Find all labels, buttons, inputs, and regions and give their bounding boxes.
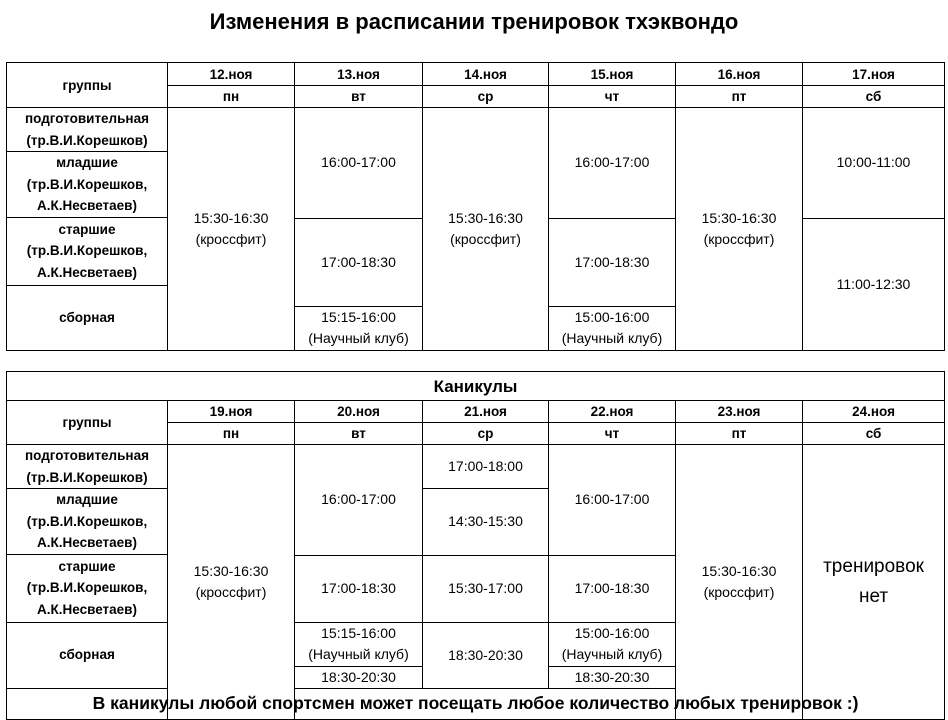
date-header: 19.ноя <box>168 401 295 423</box>
holidays-caption: Каникулы <box>7 372 945 401</box>
session-note: (Научный клуб) <box>561 646 663 662</box>
group-coach: А.К.Несветаев) <box>37 198 137 213</box>
date-header: 13.ноя <box>295 63 423 86</box>
wed-session-c: 15:30-17:00 <box>423 555 549 622</box>
session-note: (Научный клуб) <box>561 330 663 346</box>
date-header: 24.ноя <box>803 401 945 423</box>
group-coach: А.К.Несветаев) <box>37 601 137 617</box>
group-name: сборная <box>59 647 115 663</box>
session-note: (кроссфит) <box>703 230 775 247</box>
group-coach: (тр.В.И.Корешков, <box>26 513 148 529</box>
day-header: чт <box>549 86 676 108</box>
schedule-table-week2 <box>6 371 945 720</box>
thu-session-c <box>549 622 676 666</box>
date-header: 12.ноя <box>168 63 295 86</box>
footer-note: В каникулы любой спортсмен может посещать любое количество любых тренировок :) <box>7 688 945 719</box>
group-name: сборная <box>59 309 115 325</box>
session-time: 15:15-16:00 <box>321 625 396 641</box>
date-header: 20.ноя <box>295 401 423 423</box>
date-header: 14.ноя <box>423 63 549 86</box>
page-title: Изменения в расписании тренировок тхэквондо <box>209 9 739 34</box>
groups-header: группы <box>7 401 168 445</box>
group-preparatory <box>7 108 168 152</box>
group-senior <box>7 554 168 622</box>
group-name: старшие <box>58 558 116 574</box>
group-coach: А.К.Несветаев) <box>37 264 137 280</box>
group-coach: А.К.Несветаев) <box>37 535 137 550</box>
fri-session <box>676 108 803 351</box>
thu-session-b: 17:00-18:30 <box>549 218 676 306</box>
session-time: 15:30-16:30 <box>448 209 523 226</box>
group-name: младшие <box>56 492 118 507</box>
thu-session-a: 16:00-17:00 <box>549 445 676 556</box>
no-training-line: тренировок <box>823 555 924 577</box>
date-header: 16.ноя <box>676 63 803 86</box>
thu-session-c <box>549 306 676 350</box>
session-note: (кроссфит) <box>450 230 521 247</box>
sat-session-b: 11:00-12:30 <box>803 218 945 350</box>
groups-header: группы <box>7 63 168 108</box>
day-header: пт <box>676 86 803 108</box>
group-name: старшие <box>58 221 116 237</box>
day-header: ср <box>423 86 549 108</box>
no-training-line: нет <box>858 585 889 607</box>
group-name: подготовительная <box>25 448 149 463</box>
day-header: ср <box>423 423 549 445</box>
thu-session-d: 18:30-20:30 <box>549 666 676 688</box>
tue-session-c <box>295 622 423 666</box>
day-header: пт <box>676 423 803 445</box>
group-coach: (тр.В.И.Корешков) <box>26 132 148 148</box>
tue-session-a: 16:00-17:00 <box>295 445 423 556</box>
mon-session <box>168 108 295 351</box>
session-time: 15:00-16:00 <box>574 625 650 641</box>
date-header: 23.ноя <box>676 401 803 423</box>
group-coach: (тр.В.И.Корешков, <box>26 580 148 596</box>
tue-session-d: 18:30-20:30 <box>295 666 423 688</box>
session-time: 15:30-16:30 <box>193 209 269 226</box>
group-name: подготовительная <box>25 111 149 126</box>
date-header: 15.ноя <box>549 63 676 86</box>
wed-session-d: 18:30-20:30 <box>423 622 549 688</box>
day-header: сб <box>803 86 945 108</box>
day-header: пн <box>168 423 295 445</box>
day-header: вт <box>295 86 423 108</box>
session-time: 15:30-16:30 <box>701 209 777 226</box>
group-senior <box>7 217 168 285</box>
sat-session-a: 10:00-11:00 <box>803 108 945 219</box>
group-coach: (тр.В.И.Корешков, <box>26 243 148 259</box>
fri-session <box>676 445 803 720</box>
wed-session <box>423 108 549 351</box>
tue-session-a: 16:00-17:00 <box>295 108 423 219</box>
date-header: 21.ноя <box>423 401 549 423</box>
day-header: вт <box>295 423 423 445</box>
session-note: (кроссфит) <box>195 230 267 247</box>
tue-session-b: 17:00-18:30 <box>295 555 423 622</box>
sat-no-training <box>803 445 945 720</box>
session-time: 15:30-16:30 <box>193 562 269 579</box>
session-note: (кроссфит) <box>703 583 775 600</box>
day-header: сб <box>803 423 945 445</box>
group-coach: (тр.В.И.Корешков) <box>26 469 148 485</box>
thu-session-b: 17:00-18:30 <box>549 555 676 622</box>
group-junior <box>7 152 168 218</box>
wed-session-b: 14:30-15:30 <box>423 489 549 556</box>
day-header: пн <box>168 86 295 108</box>
group-name: младшие <box>56 155 118 170</box>
tue-session-b: 17:00-18:30 <box>295 218 423 306</box>
wed-session-a: 17:00-18:00 <box>423 445 549 489</box>
date-header: 17.ноя <box>803 63 945 86</box>
session-note: (Научный клуб) <box>308 330 409 346</box>
schedule-table-week1 <box>6 62 945 351</box>
session-time: 15:00-16:00 <box>574 309 650 325</box>
group-team <box>7 622 168 688</box>
session-note: (кроссфит) <box>195 583 267 600</box>
session-time: 15:30-16:30 <box>701 562 777 579</box>
session-note: (Научный клуб) <box>308 646 409 662</box>
session-time: 15:15-16:00 <box>321 309 396 325</box>
group-coach: (тр.В.И.Корешков, <box>26 176 148 192</box>
thu-session-a: 16:00-17:00 <box>549 108 676 219</box>
tue-session-c <box>295 306 423 350</box>
mon-session <box>168 445 295 720</box>
day-header: чт <box>549 423 676 445</box>
group-junior <box>7 489 168 555</box>
group-preparatory <box>7 445 168 489</box>
date-header: 22.ноя <box>549 401 676 423</box>
group-team <box>7 285 168 350</box>
